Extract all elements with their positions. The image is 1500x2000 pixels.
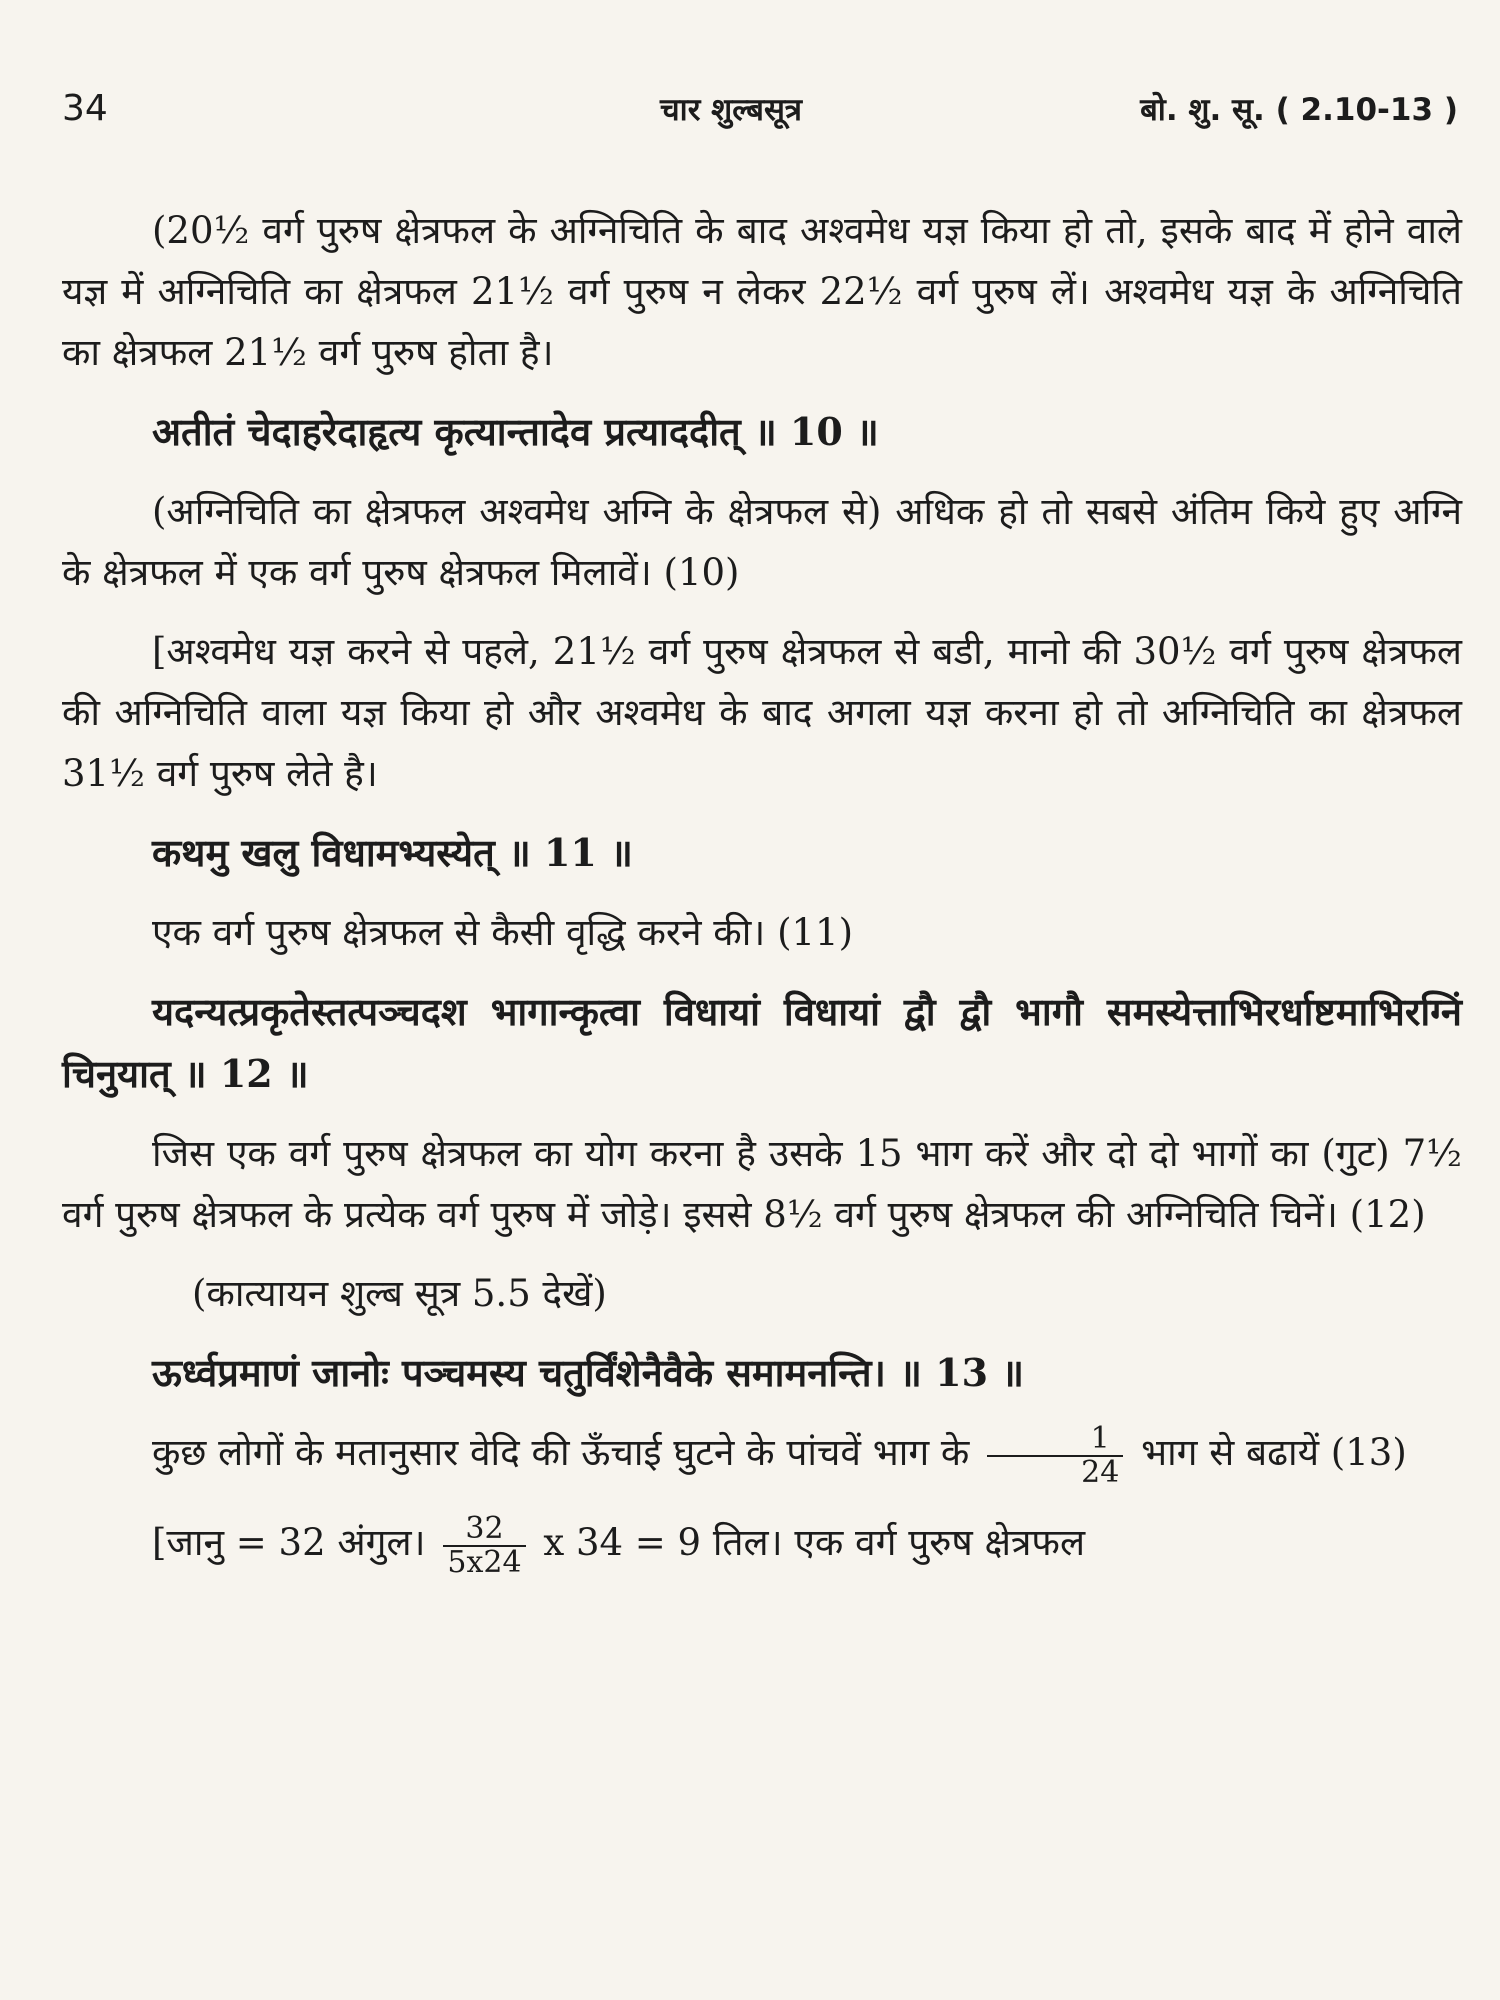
page-header [0, 88, 1500, 138]
commentary-12-reference: (कात्यायन शुल्ब सूत्र 5.5 देखें) [192, 1272, 607, 1315]
note-text-end: x 34 = 9 तिल। एक वर्ग पुरुष क्षेत्रफल [543, 1521, 1086, 1564]
section-reference: बो. शु. सू. ( 2.10-13 ) [1140, 92, 1458, 128]
sutra-11: कथमु खलु विधामभ्यस्येत् ॥ 11 ॥ [152, 830, 633, 875]
fraction-denominator: 24 [1081, 1454, 1120, 1490]
note-text-start: [जानु = 32 अंगुल। [152, 1521, 426, 1564]
fraction-one-24th [987, 1423, 1123, 1488]
fraction-numerator: 1 [987, 1423, 1123, 1457]
fraction-numerator: 32 [443, 1513, 525, 1547]
sutra-12: यदन्यत्प्रकृतेस्तत्पञ्चदश भागान्कृत्वा विधायां विधायां द्वौ द्वौ भागौ समस्येत्ताभिरर्धाष्टमाभिरग्निं चिनुयात् ॥ 12 ॥ [62, 989, 1462, 1096]
commentary-13-text: कुछ लोगों के मतानुसार वेदि की ऊँचाई घुटने के पांचवें भाग के [152, 1431, 970, 1474]
commentary-13-note [62, 1506, 1462, 1580]
page-body [62, 200, 1462, 1580]
commentary-paragraph: (20½ वर्ग पुरुष क्षेत्रफल के अग्निचिति के बाद अश्वमेध यज्ञ किया हो तो, इसके बाद में होने वाले यज्ञ में अग्निचिति का क्षेत्रफल 21½ वर्ग पुरुष न लेकर 22½ वर्ग पुरुष लें। अश्वमेध यज्ञ के अग्निचिति का क्षेत्रफल 21½ वर्ग पुरुष होता है। [62, 209, 1462, 374]
fraction-32-over-5x24 [443, 1513, 525, 1578]
page-number: 34 [62, 88, 108, 129]
fraction-denominator: 5x24 [447, 1544, 522, 1580]
commentary-13-text-end: भाग से बढायें (13) [1141, 1431, 1407, 1474]
running-title: चार शुल्बसूत्र [660, 92, 803, 128]
commentary-12: जिस एक वर्ग पुरुष क्षेत्रफल का योग करना है उसके 15 भाग करें और दो दो भागों का (गुट) 7½ वर्ग पुरुष क्षेत्रफल के प्रत्येक वर्ग पुरुष में जोडे़। इससे 8½ वर्ग पुरुष क्षेत्रफल की अग्निचिति चिनें। (12) [62, 1132, 1462, 1236]
commentary-11: एक वर्ग पुरुष क्षेत्रफल से कैसी वृद्धि करने की। (11) [152, 911, 854, 954]
sutra-13: ऊर्ध्वप्रमाणं जानोः पञ्चमस्य चतुर्विंशेनैवैके समामनन्ति। ॥ 13 ॥ [152, 1350, 1025, 1395]
commentary-10-note: [अश्वमेध यज्ञ करने से पहले, 21½ वर्ग पुरुष क्षेत्रफल से बडी, मानो की 30½ वर्ग पुरुष क्षेत्रफल की अग्निचिति वाला यज्ञ किया हो और अश्वमेध के बाद अगला यज्ञ करना हो तो अग्निचिति का क्षेत्रफल 31½ वर्ग पुरुष लेते है। [62, 630, 1462, 795]
commentary-13 [62, 1422, 1462, 1488]
sutra-10: अतीतं चेदाहरेदाहृत्य कृत्यान्तादेव प्रत्याददीत् ॥ 10 ॥ [152, 409, 879, 454]
commentary-10: (अग्निचिति का क्षेत्रफल अश्वमेध अग्नि के क्षेत्रफल से) अधिक हो तो सबसे अंतिम किये हुए अग्नि के क्षेत्रफल में एक वर्ग पुरुष क्षेत्रफल मिलावें। (10) [62, 490, 1462, 594]
